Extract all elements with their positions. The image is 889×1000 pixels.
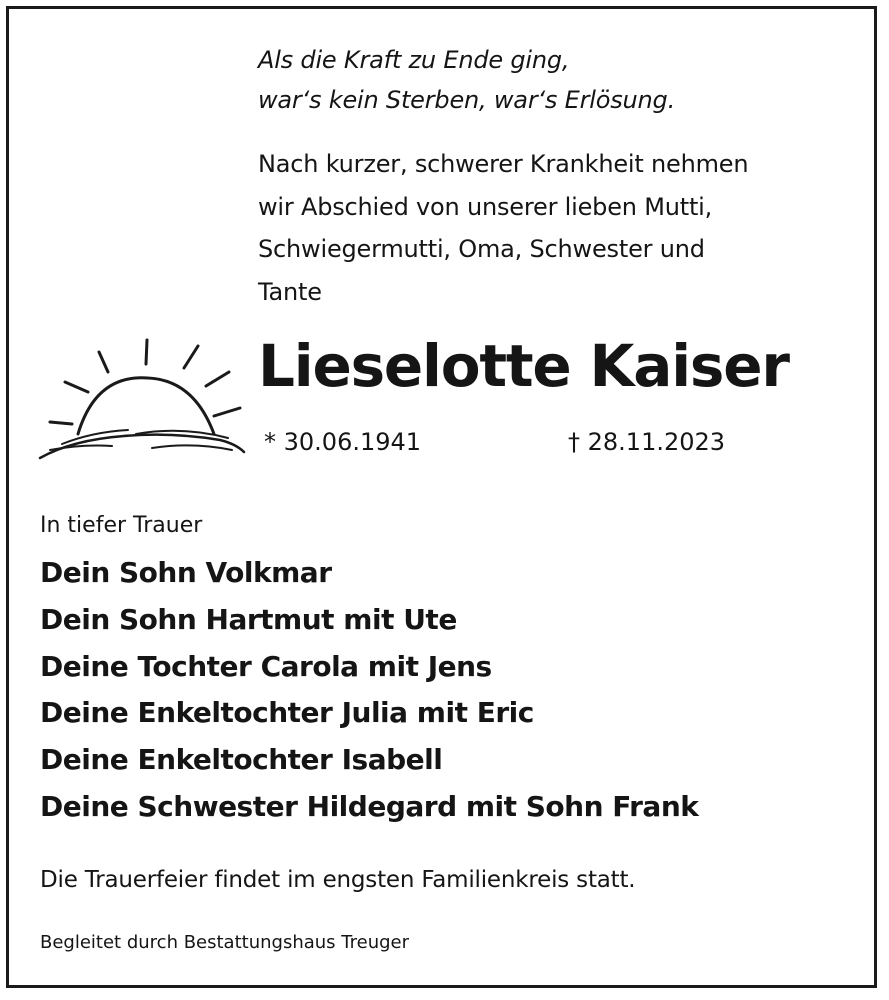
death-date: † 28.11.2023 bbox=[568, 428, 726, 456]
intro-line-3: Schwiegermutti, Oma, Schwester und bbox=[258, 235, 705, 263]
mourners-label: In tiefer Trauer bbox=[40, 513, 203, 538]
ceremony-note: Die Trauerfeier findet im engsten Familienkreis statt. bbox=[40, 867, 636, 893]
intro-line-2: wir Abschied von unserer lieben Mutti, bbox=[258, 192, 713, 221]
deceased-name: Lieselotte Kaiser bbox=[258, 332, 789, 400]
intro-text bbox=[258, 143, 858, 313]
funeral-home: Begleitet durch Bestattungshaus Treuger bbox=[40, 932, 410, 953]
setting-sun-icon bbox=[32, 332, 248, 462]
quote-line-2: war‘s kein Sterben, war‘s Erlösung. bbox=[258, 86, 676, 114]
mourner-item: Deine Schwester Hildegard mit Sohn Frank bbox=[40, 789, 699, 823]
mourner-item: Deine Enkeltochter Julia mit Eric bbox=[40, 696, 534, 730]
intro-line-4: Tante bbox=[258, 277, 322, 306]
mourner-item: Deine Enkeltochter Isabell bbox=[40, 743, 443, 777]
intro-line-1: Nach kurzer, schwerer Krankheit nehmen bbox=[258, 150, 749, 178]
mourner-item: Dein Sohn Volkmar bbox=[40, 556, 332, 589]
quote-line-1: Als die Kraft zu Ende ging, bbox=[258, 46, 570, 74]
mourner-item: Deine Tochter Carola mit Jens bbox=[40, 649, 492, 683]
mourner-item: Dein Sohn Hartmut mit Ute bbox=[40, 602, 457, 636]
memorial-quote bbox=[258, 40, 858, 120]
mourners-list bbox=[40, 550, 698, 831]
birth-date: * 30.06.1941 bbox=[264, 428, 422, 456]
